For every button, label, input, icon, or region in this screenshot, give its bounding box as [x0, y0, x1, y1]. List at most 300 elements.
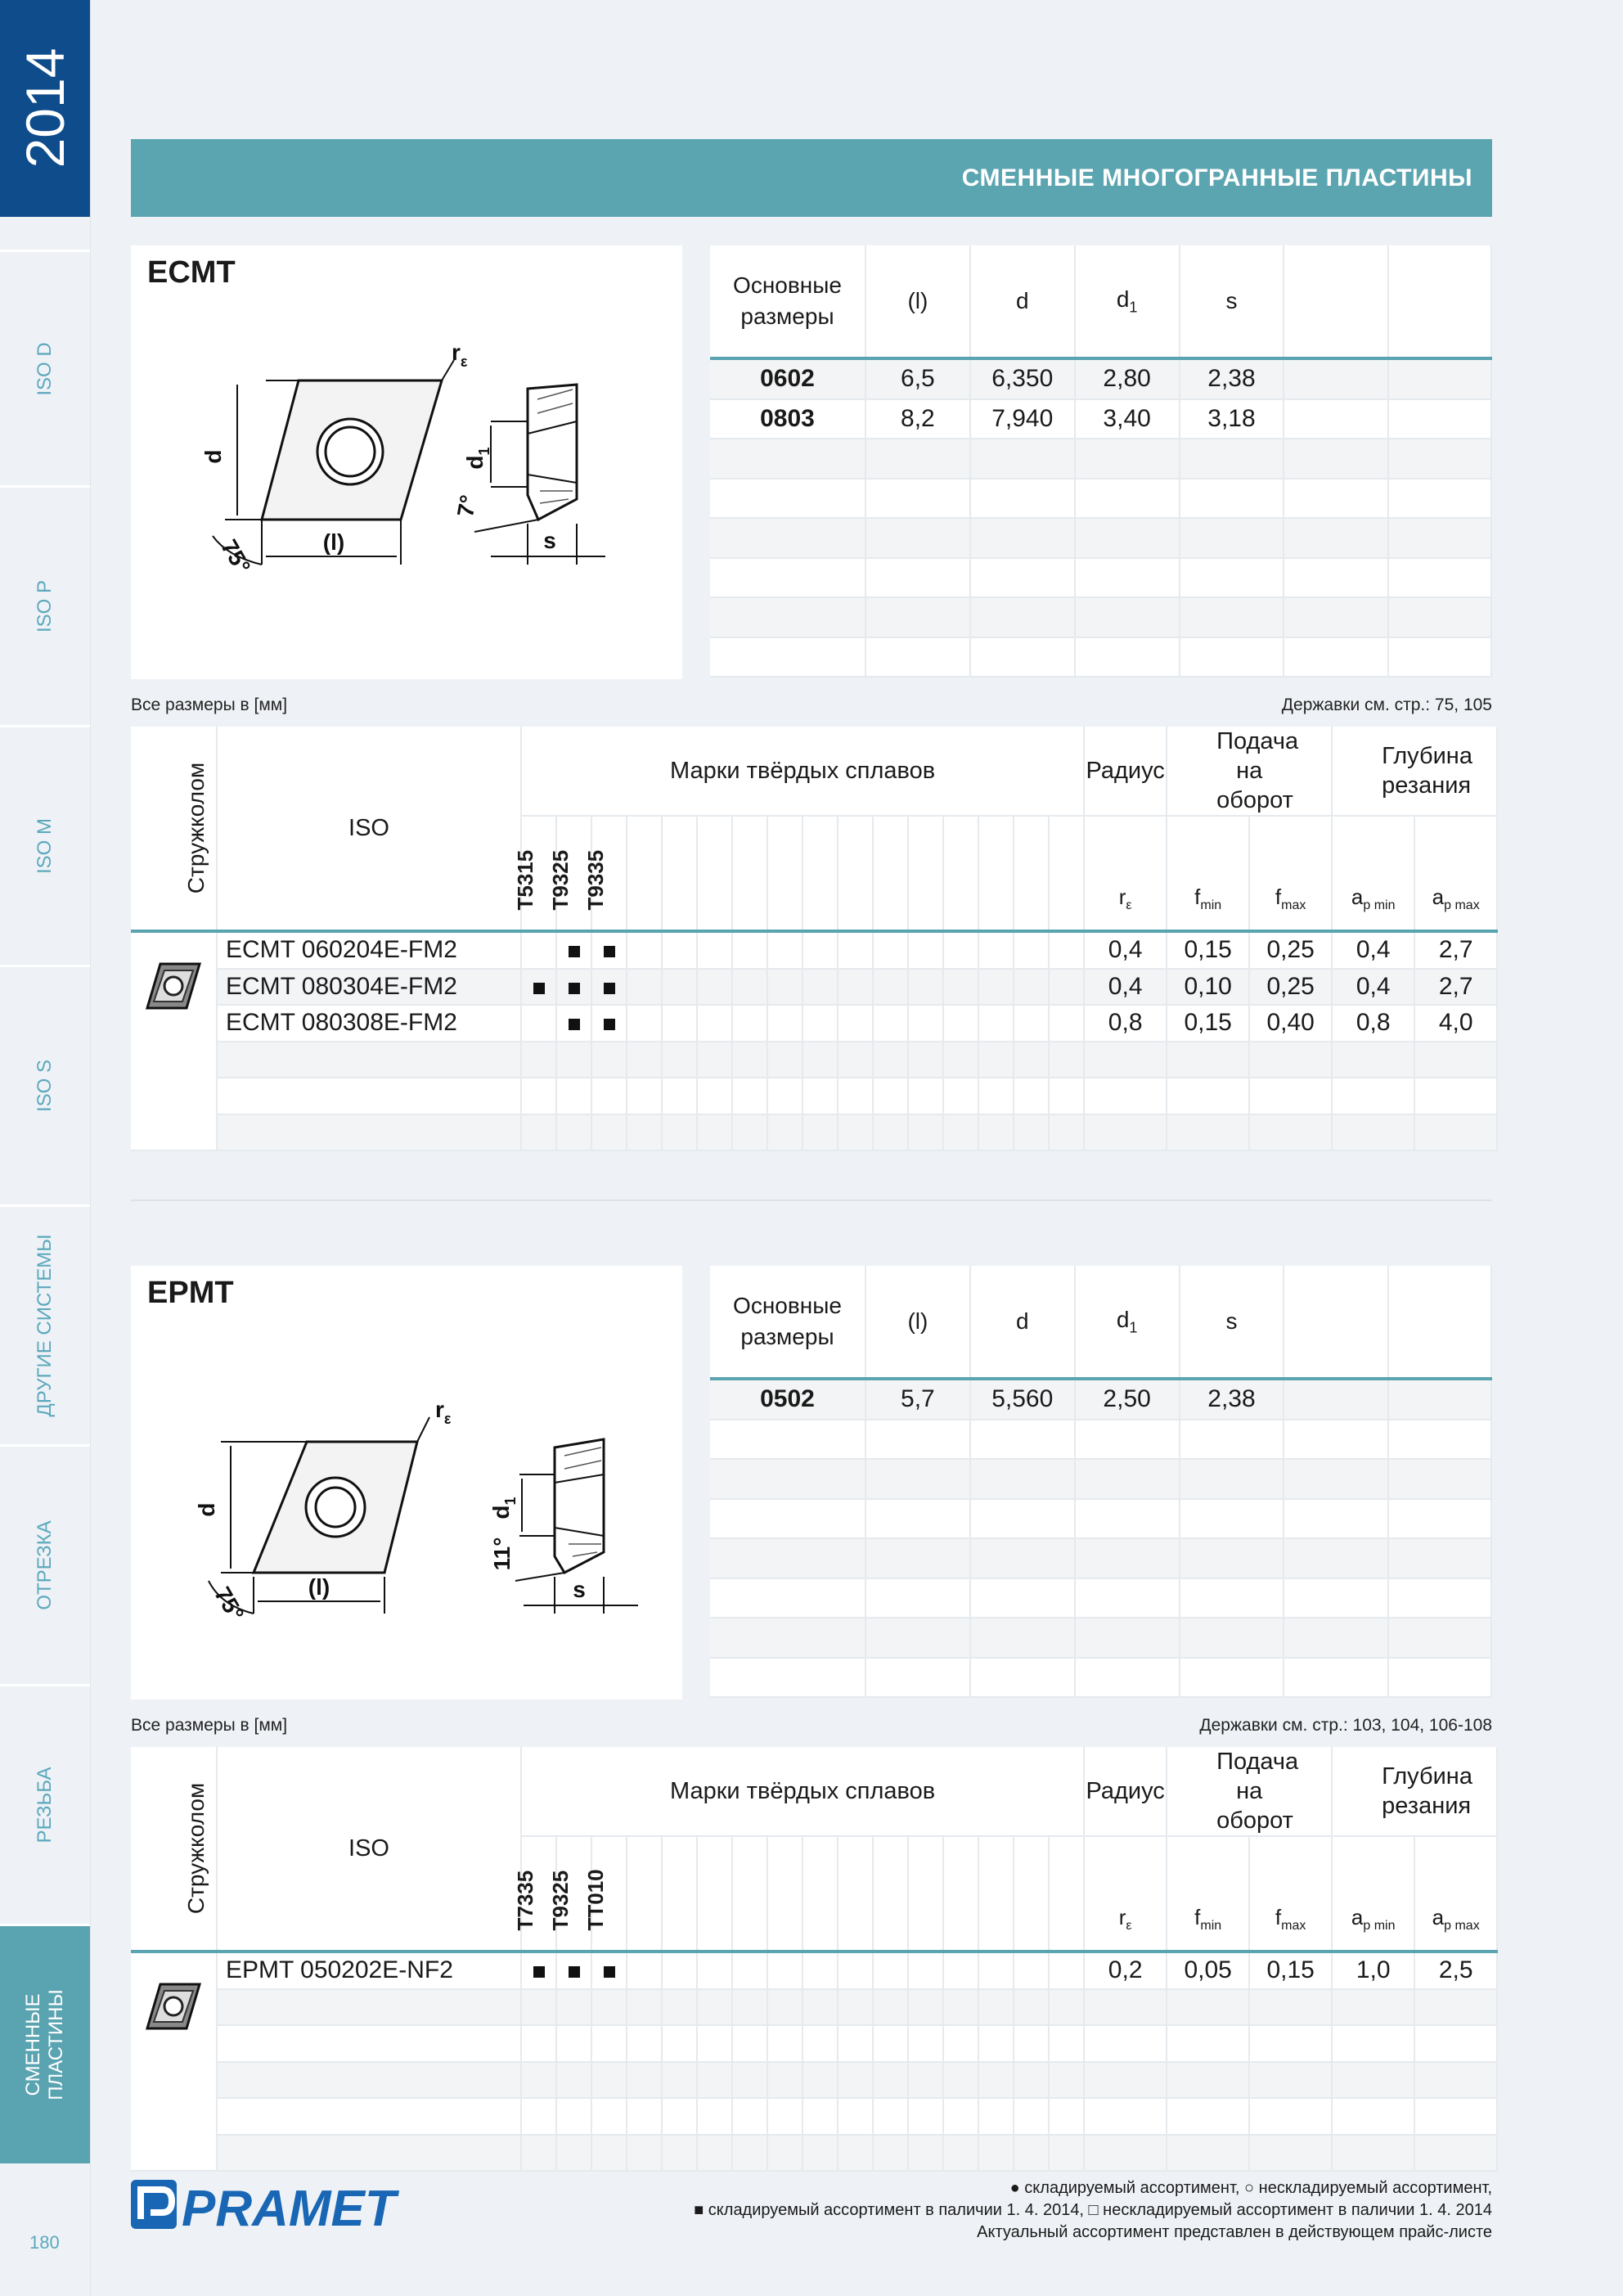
- grade-mark: [556, 1989, 591, 2026]
- dim-cell: [970, 479, 1075, 519]
- grade-mark: [697, 1114, 732, 1151]
- grade-mark: [697, 1005, 732, 1042]
- grade-header: [873, 816, 908, 931]
- value-r: [1084, 2062, 1167, 2099]
- value-apmax: [1414, 1114, 1497, 1151]
- year-label: 2014: [15, 47, 75, 169]
- value-fmax: 0,40: [1249, 1005, 1332, 1042]
- dim-cell: [865, 558, 970, 598]
- header-title: СМЕННЫЕ МНОГОГРАННЫЕ ПЛАСТИНЫ: [961, 164, 1472, 191]
- grade-mark: [978, 1005, 1014, 1042]
- grade-mark: [1014, 931, 1049, 969]
- value-r: [1084, 2135, 1167, 2172]
- grade-mark: [1049, 2098, 1084, 2135]
- depth-header: Глубина резания: [1332, 727, 1497, 816]
- dim-cell: 5,560: [970, 1379, 1075, 1420]
- grade-mark: [908, 1114, 943, 1151]
- grade-mark: [556, 1114, 591, 1151]
- dim-cell: [1180, 637, 1284, 678]
- grade-mark: [838, 1989, 873, 2026]
- radius-symbol: $r_\varepsilon$: [1084, 1836, 1167, 1952]
- dim-row: [710, 558, 1491, 598]
- grade-header: [627, 1836, 662, 1952]
- dim-header: $d_1$: [1075, 1266, 1180, 1379]
- dim-cell: 0502: [710, 1379, 865, 1420]
- value-apmin: [1332, 1114, 1414, 1151]
- grade-mark: [591, 1989, 627, 2026]
- value-r: 0,4: [1084, 931, 1167, 969]
- dim-cell: 7,940: [970, 399, 1075, 439]
- dimensions-table: [710, 245, 1492, 678]
- dim-cell: [1075, 1499, 1180, 1539]
- dim-cell: [710, 439, 865, 479]
- dim-cell: [1284, 518, 1388, 558]
- dim-cell: [710, 558, 865, 598]
- value-fmax: [1249, 1989, 1332, 2026]
- dim-cell: [1284, 1499, 1388, 1539]
- dim-cell: [1180, 597, 1284, 637]
- insert-drawing-panel: [131, 1266, 682, 1699]
- value-r: [1084, 1042, 1167, 1078]
- grade-mark: [627, 1989, 662, 2026]
- value-r: 0,2: [1084, 1952, 1167, 1989]
- logo-text: PRAMET: [182, 2181, 396, 2234]
- grade-mark: [838, 2062, 873, 2099]
- grade-mark: [943, 2062, 978, 2099]
- grade-mark: [978, 1078, 1014, 1114]
- dim-row: [710, 358, 1491, 399]
- grade-header: [732, 1836, 767, 1952]
- dim-cell: [1388, 518, 1491, 558]
- grade-mark: [873, 2062, 908, 2099]
- dim-cell: [1284, 1459, 1388, 1499]
- grade-label: T9335: [583, 849, 608, 911]
- grade-mark: [838, 1005, 873, 1042]
- dim-cell: [710, 1499, 865, 1539]
- value-fmin: [1167, 1042, 1249, 1078]
- grade-mark: [662, 969, 697, 1006]
- table-row: [131, 1952, 1497, 1989]
- grade-mark: [838, 1114, 873, 1151]
- dim-cell: [1284, 597, 1388, 637]
- dimensions-table: [710, 1266, 1492, 1698]
- grade-mark: [767, 2062, 803, 2099]
- grade-mark: [873, 1005, 908, 1042]
- dim-r-label: $r_\varepsilon$: [452, 340, 468, 370]
- dim-cell: [710, 1618, 865, 1658]
- iso-header: ISO: [217, 727, 521, 931]
- dim-cell: [710, 1459, 865, 1499]
- dim-cell: [1075, 558, 1180, 598]
- value-apmin: [1332, 1989, 1414, 2026]
- grade-mark: [662, 2098, 697, 2135]
- grade-header: [627, 816, 662, 931]
- dim-cell: [1388, 1618, 1491, 1658]
- dim-cell: 6,350: [970, 358, 1075, 399]
- grade-mark: [627, 1952, 662, 1989]
- year-tab[interactable]: [0, 0, 90, 217]
- dim-cell: [1388, 439, 1491, 479]
- grade-mark: [803, 1952, 838, 1989]
- value-fmin: [1167, 2098, 1249, 2135]
- apmin-symbol: $a_{p min}$: [1332, 1836, 1414, 1952]
- holders-note: Державки см. стр.: 103, 104, 106-108: [1199, 1716, 1492, 1735]
- table-row: [131, 1078, 1497, 1114]
- dim-cell: [865, 1538, 970, 1578]
- dim-cell: [1075, 1420, 1180, 1460]
- grade-mark: [556, 2098, 591, 2135]
- grade-mark: [1014, 969, 1049, 1006]
- dim-cell: [1388, 358, 1491, 399]
- table-row: [131, 2062, 1497, 2099]
- grade-mark: [803, 1042, 838, 1078]
- grade-mark: [697, 1078, 732, 1114]
- grade-mark: [556, 1078, 591, 1114]
- grade-mark: [521, 1042, 556, 1078]
- grade-label: TT010: [583, 1869, 608, 1931]
- value-fmin: [1167, 1114, 1249, 1151]
- value-apmax: 2,7: [1414, 931, 1497, 969]
- grade-mark: [1014, 1005, 1049, 1042]
- dim-cell: 0602: [710, 358, 865, 399]
- grade-mark: [732, 1952, 767, 1989]
- grade-mark: [662, 1989, 697, 2026]
- table-row: [131, 1042, 1497, 1078]
- section-divider: [131, 1200, 1492, 1201]
- dim-cell: [970, 1538, 1075, 1578]
- value-r: 0,4: [1084, 969, 1167, 1006]
- grade-mark: [1014, 1114, 1049, 1151]
- value-apmax: 4,0: [1414, 1005, 1497, 1042]
- dim-cell: [710, 637, 865, 678]
- grade-header: [697, 1836, 732, 1952]
- dim-cell: 2,38: [1180, 1379, 1284, 1420]
- dim-cell: [865, 1459, 970, 1499]
- grade-mark: [697, 969, 732, 1006]
- grade-mark: [1014, 2025, 1049, 2062]
- grade-mark: [1014, 1078, 1049, 1114]
- dim-l-label: (l): [308, 1574, 330, 1600]
- grade-mark: [908, 1005, 943, 1042]
- grade-mark: [697, 1989, 732, 2026]
- dim-cell: 2,80: [1075, 358, 1180, 399]
- grade-mark: [838, 2135, 873, 2172]
- stock-square-icon: [569, 983, 580, 994]
- dim-cell: [1180, 558, 1284, 598]
- dim-cell: [970, 1578, 1075, 1618]
- grade-mark: [591, 2135, 627, 2172]
- grades-header: Марки твёрдых сплавов: [521, 1747, 1084, 1836]
- dim-header: d: [970, 1266, 1075, 1379]
- dim-row: [710, 597, 1491, 637]
- table-row: [131, 931, 1497, 969]
- grade-mark: [627, 931, 662, 969]
- value-apmin: 1,0: [1332, 1952, 1414, 1989]
- value-fmin: 0,05: [1167, 1952, 1249, 1989]
- fmax-symbol: $f_{max}$: [1249, 1836, 1332, 1952]
- grade-mark: [838, 1042, 873, 1078]
- grade-header: [908, 1836, 943, 1952]
- dim-angle2-label: 7°: [452, 493, 482, 520]
- grade-header: [838, 1836, 873, 1952]
- value-fmax: [1249, 1078, 1332, 1114]
- dim-header: s: [1180, 1266, 1284, 1379]
- grade-mark: [873, 2135, 908, 2172]
- grade-header: [662, 816, 697, 931]
- grade-mark: [556, 1042, 591, 1078]
- grade-mark: [978, 1952, 1014, 1989]
- grade-mark: [732, 2062, 767, 2099]
- grade-header: [978, 816, 1014, 931]
- units-note: Все размеры в [мм]: [131, 696, 288, 714]
- insert-code: [217, 1989, 521, 2026]
- dim-cell: [710, 479, 865, 519]
- sidebar-tab-inserts[interactable]: [0, 1924, 90, 2163]
- dim-cell: [1180, 1578, 1284, 1618]
- grade-mark: [521, 2025, 556, 2062]
- table-row: [131, 1005, 1497, 1042]
- grade-mark: [803, 969, 838, 1006]
- value-fmax: [1249, 2062, 1332, 2099]
- grade-mark: [978, 931, 1014, 969]
- grade-mark: [873, 1952, 908, 1989]
- dim-cell: [1388, 1538, 1491, 1578]
- grade-mark: [732, 1989, 767, 2026]
- grade-mark: [521, 1952, 556, 1989]
- grade-mark: [1014, 2135, 1049, 2172]
- grade-header: [978, 1836, 1014, 1952]
- dim-cell: [1388, 399, 1491, 439]
- insert-drawing: [131, 245, 682, 679]
- dim-cell: [1180, 1538, 1284, 1578]
- grade-mark: [978, 2025, 1014, 2062]
- grade-header: [943, 816, 978, 931]
- dim-cell: [970, 1499, 1075, 1539]
- dim-header: $d_1$: [1075, 245, 1180, 358]
- value-apmin: [1332, 2135, 1414, 2172]
- sidebar: [0, 0, 91, 2296]
- grade-mark: [591, 969, 627, 1006]
- value-apmax: [1414, 2098, 1497, 2135]
- grade-mark: [1049, 1114, 1084, 1151]
- insert-code: ECMT 080308E-FM2: [217, 1005, 521, 1042]
- grade-mark: [697, 931, 732, 969]
- stock-square-icon: [604, 1966, 615, 1978]
- grade-mark: [556, 1952, 591, 1989]
- grade-mark: [1049, 931, 1084, 969]
- dim-cell: [1075, 479, 1180, 519]
- dim-s-label: s: [543, 528, 556, 553]
- value-fmax: [1249, 1114, 1332, 1151]
- dim-row: [710, 518, 1491, 558]
- insert-code: [217, 1042, 521, 1078]
- sidebar-tab-iso-s[interactable]: [0, 965, 90, 1204]
- grade-mark: [767, 1005, 803, 1042]
- dim-cell: [970, 1420, 1075, 1460]
- grade-mark: [803, 1005, 838, 1042]
- grade-mark: [943, 969, 978, 1006]
- grade-mark: [521, 2098, 556, 2135]
- dim-d1-label: $d_1$: [462, 447, 492, 470]
- stock-square-icon: [569, 946, 580, 957]
- grade-mark: [943, 1114, 978, 1151]
- value-apmax: [1414, 2062, 1497, 2099]
- grade-mark: [978, 1989, 1014, 2026]
- grade-label: T9325: [548, 1870, 573, 1931]
- dim-cell: [1284, 1538, 1388, 1578]
- radius-header: Радиус: [1084, 1747, 1167, 1836]
- grade-header: [803, 1836, 838, 1952]
- dim-header: s: [1180, 245, 1284, 358]
- dim-cell: [865, 479, 970, 519]
- insert-icon: [141, 1978, 206, 2035]
- grade-mark: [556, 2135, 591, 2172]
- grade-header: [662, 1836, 697, 1952]
- dim-cell: [1075, 1618, 1180, 1658]
- grade-mark: [908, 2135, 943, 2172]
- dim-row: [710, 1658, 1491, 1698]
- grade-mark: [767, 1042, 803, 1078]
- value-fmax: 0,25: [1249, 931, 1332, 969]
- grade-mark: [767, 969, 803, 1006]
- radius-header: Радиус: [1084, 727, 1167, 816]
- dim-row: [710, 1459, 1491, 1499]
- sidebar-tab-threading[interactable]: [0, 1684, 90, 1924]
- fmin-symbol: $f_{min}$: [1167, 1836, 1249, 1952]
- value-apmin: 0,8: [1332, 1005, 1414, 1042]
- radius-symbol: $r_\varepsilon$: [1084, 816, 1167, 931]
- sidebar-tab-other-systems[interactable]: [0, 1204, 90, 1444]
- value-apmin: [1332, 1042, 1414, 1078]
- sidebar-tab-iso-p[interactable]: [0, 485, 90, 725]
- grade-header: [583, 816, 627, 931]
- grade-mark: [591, 2025, 627, 2062]
- dim-cell: [710, 518, 865, 558]
- grade-mark: [521, 1989, 556, 2026]
- grade-mark: [732, 1005, 767, 1042]
- grade-mark: [662, 1005, 697, 1042]
- sidebar-tab-iso-m[interactable]: [0, 725, 90, 965]
- grade-mark: [591, 2062, 627, 2099]
- grade-mark: [556, 931, 591, 969]
- dim-cell: [1180, 1499, 1284, 1539]
- page-number: 180: [29, 2232, 60, 2253]
- sidebar-tab-iso-d[interactable]: [0, 250, 90, 485]
- dim-s-label: s: [573, 1577, 586, 1602]
- sidebar-tab-parting[interactable]: [0, 1444, 90, 1684]
- dim-cell: [1075, 1459, 1180, 1499]
- dim-cell: [1284, 479, 1388, 519]
- grade-mark: [697, 2098, 732, 2135]
- grade-header: [767, 1836, 803, 1952]
- grade-mark: [873, 1078, 908, 1114]
- dim-cell: [710, 597, 865, 637]
- stock-square-icon: [604, 1019, 615, 1030]
- value-apmax: [1414, 2135, 1497, 2172]
- grade-mark: [838, 1952, 873, 1989]
- grade-mark: [908, 2025, 943, 2062]
- dim-cell: [1180, 1658, 1284, 1698]
- dim-row: [710, 1420, 1491, 1460]
- dim-header: Основные размеры: [710, 245, 865, 358]
- value-fmin: 0,10: [1167, 969, 1249, 1006]
- insert-icon: [141, 957, 206, 1015]
- dim-row: [710, 1379, 1491, 1420]
- dim-cell: [865, 637, 970, 678]
- grade-mark: [908, 2062, 943, 2099]
- sidebar-tab-label: ISO P: [34, 579, 56, 633]
- grade-mark: [908, 1952, 943, 1989]
- grade-mark: [521, 931, 556, 969]
- grade-mark: [873, 2025, 908, 2062]
- grade-mark: [978, 969, 1014, 1006]
- section-header: [131, 139, 1492, 217]
- table-row: [131, 969, 1497, 1006]
- dim-cell: [865, 518, 970, 558]
- grade-mark: [908, 931, 943, 969]
- fmax-symbol: $f_{max}$: [1249, 816, 1332, 931]
- grade-mark: [732, 931, 767, 969]
- sidebar-tab-label: ISO M: [34, 817, 56, 875]
- grade-mark: [803, 2025, 838, 2062]
- dim-cell: [1180, 439, 1284, 479]
- grade-mark: [1049, 1005, 1084, 1042]
- dim-d-label: d: [200, 449, 226, 464]
- insert-code: ECMT 060204E-FM2: [217, 931, 521, 969]
- dim-cell: [1388, 597, 1491, 637]
- legend-footer: [694, 2177, 1492, 2244]
- sidebar-tab-label: СМЕННЫЕ ПЛАСТИНЫ: [22, 1989, 67, 2100]
- grade-mark: [662, 1078, 697, 1114]
- dim-cell: [970, 637, 1075, 678]
- insert-code: [217, 2062, 521, 2099]
- sidebar-tab-label: ISO S: [34, 1059, 56, 1113]
- grade-mark: [943, 1005, 978, 1042]
- dim-cell: 2,50: [1075, 1379, 1180, 1420]
- grade-mark: [556, 2025, 591, 2062]
- grade-mark: [697, 2062, 732, 2099]
- grade-mark: [627, 1042, 662, 1078]
- dim-cell: [1180, 1618, 1284, 1658]
- legend-line: ■ складируемый ассортимент в паличии 1. 4. 2014, □ нескладируемый ассортимент в паличии 1. 4. 2014: [694, 2201, 1492, 2219]
- dim-cell: [710, 1658, 865, 1698]
- grade-mark: [591, 1005, 627, 1042]
- grade-mark: [627, 969, 662, 1006]
- dim-cell: [710, 1420, 865, 1460]
- grade-mark: [662, 2135, 697, 2172]
- fmin-symbol: $f_{min}$: [1167, 816, 1249, 931]
- value-apmax: [1414, 2025, 1497, 2062]
- grade-mark: [662, 1952, 697, 1989]
- dim-cell: [865, 1420, 970, 1460]
- grade-label: T9325: [548, 849, 573, 911]
- grade-mark: [521, 1114, 556, 1151]
- dim-cell: [1388, 1420, 1491, 1460]
- value-fmin: 0,15: [1167, 1005, 1249, 1042]
- dim-cell: 8,2: [865, 399, 970, 439]
- grade-mark: [591, 1114, 627, 1151]
- legend-line: ● складируемый ассортимент, ○ нескладируемый ассортимент,: [1009, 2179, 1492, 2197]
- dim-cell: [1284, 439, 1388, 479]
- dim-cell: [710, 1538, 865, 1578]
- grade-mark: [943, 931, 978, 969]
- dim-cell: [1388, 1658, 1491, 1698]
- grade-mark: [591, 931, 627, 969]
- value-apmax: [1414, 1989, 1497, 2026]
- insert-drawing-panel: [131, 245, 682, 679]
- insert-type-title: ECMT: [147, 255, 236, 290]
- value-apmin: [1332, 2025, 1414, 2062]
